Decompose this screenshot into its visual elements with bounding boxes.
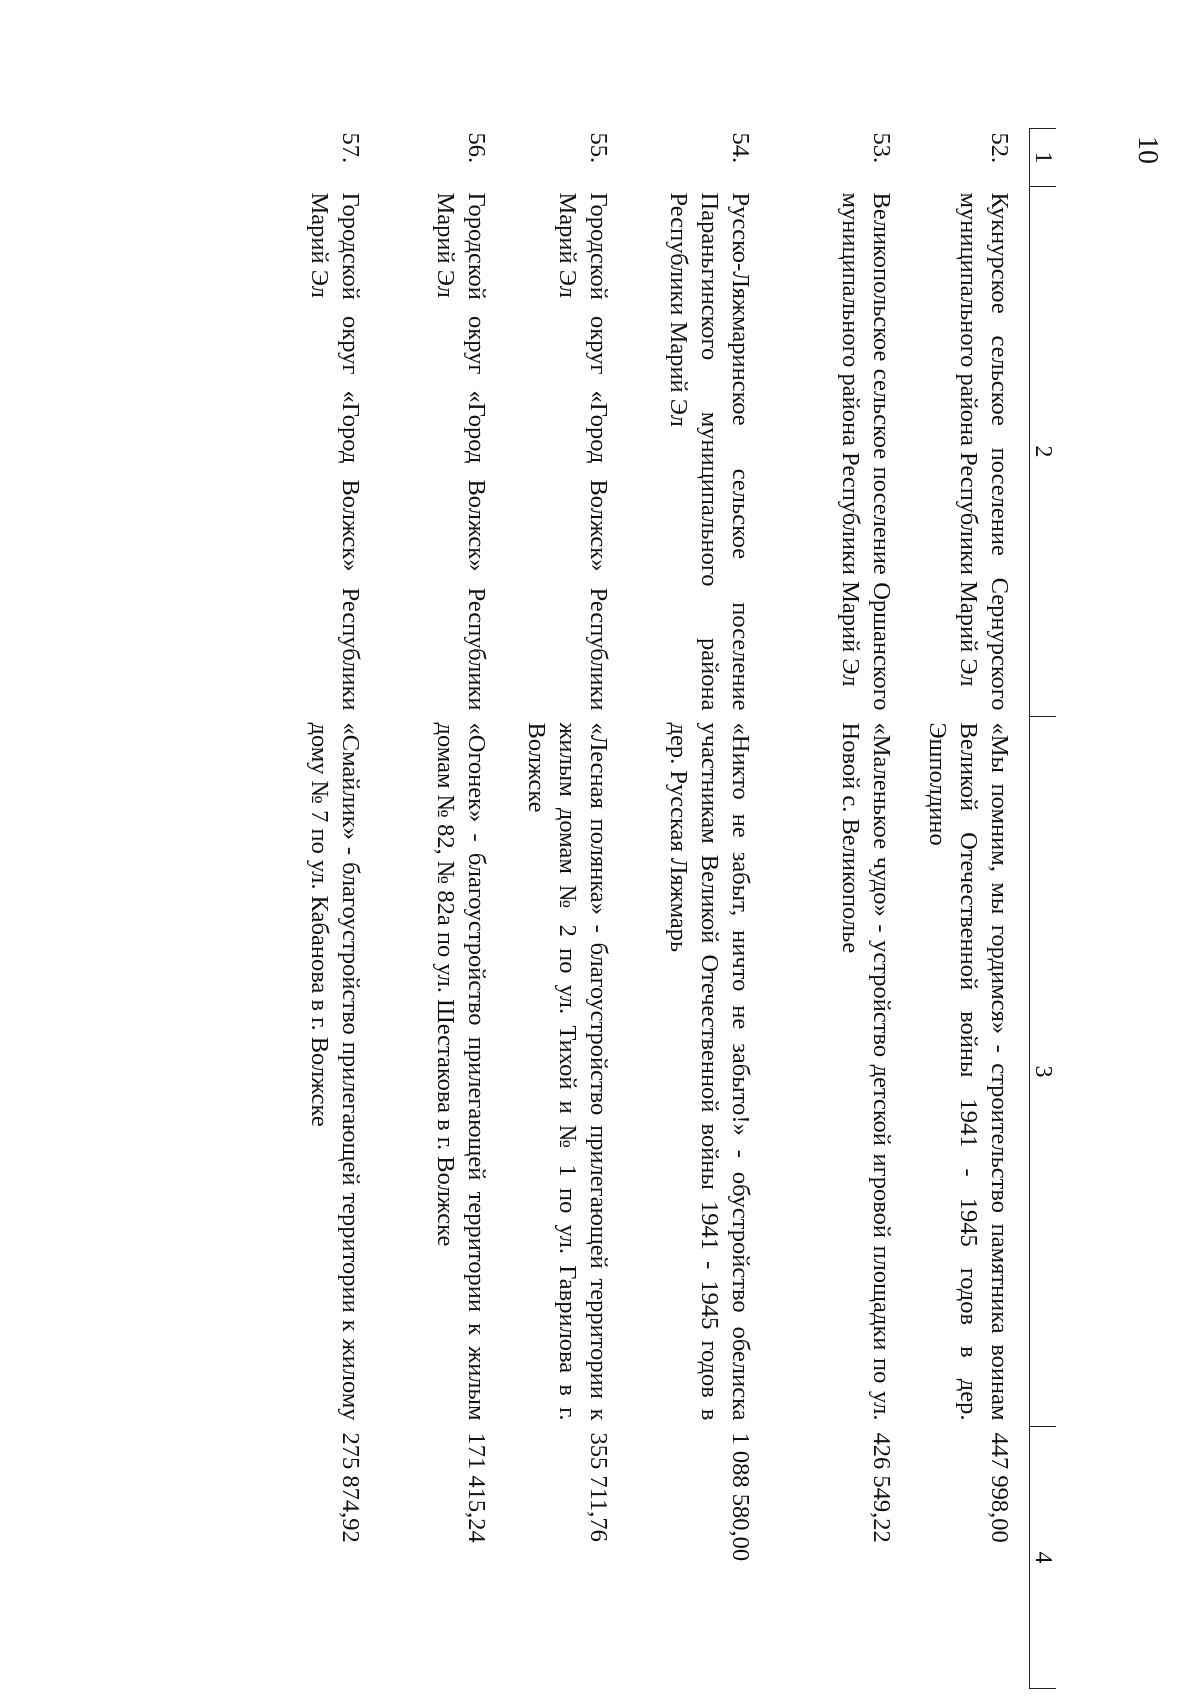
project-cell: «Никто не забыт, ничто не забыто!» - обустройство обелиска участникам Великой Отечественной войны 1941 - 1945 годов в дер. Русская Ляжмарь	[665, 722, 754, 1421]
header-col-4: 4	[1030, 1427, 1057, 1689]
table-header	[1030, 129, 1057, 1689]
amount-cell: 447 998,00	[986, 1432, 1013, 1543]
header-col-2: 2	[1030, 187, 1057, 717]
table-row	[770, 129, 911, 1689]
table-body	[246, 129, 1030, 1689]
row-number: 53.	[868, 132, 895, 164]
row-number: 56.	[463, 132, 490, 164]
grants-table	[246, 128, 1056, 1689]
header-col-3: 3	[1030, 717, 1057, 1427]
table-row	[246, 129, 380, 1689]
table-row	[911, 129, 1030, 1689]
municipality-cell: Городской округ «Город Волжск» Республики Марий Эл	[306, 192, 364, 711]
municipality-cell: Городской округ «Город Волжск» Республики Марий Эл	[432, 192, 490, 711]
row-number: 52.	[986, 132, 1013, 164]
project-cell: «Смайлик» - благоустройство прилегающей территории к жилому дому № 7 по ул. Кабанова в г. Волжске	[306, 722, 364, 1421]
table-row	[628, 129, 770, 1689]
municipality-cell: Русско-Ляжмаринское сельское поселение Параньгинского муниципального района Республики Марий Эл	[665, 192, 754, 711]
amount-cell: 171 415,24	[463, 1432, 490, 1543]
table-row	[506, 129, 628, 1689]
project-cell: «Огонек» - благоустройство прилегающей территории к жилым домам № 82, № 82а по ул. Шестакова в г. Волжске	[432, 722, 490, 1421]
document-table-wrapper	[246, 128, 1056, 1689]
header-col-1: 1	[1030, 129, 1057, 187]
row-number: 55.	[585, 132, 612, 164]
project-cell: «Маленькое чудо» - устройство детской игровой площадки по ул. Новой с. Великополье	[837, 722, 895, 1421]
page-number: 10	[1132, 136, 1163, 164]
amount-cell: 275 874,92	[337, 1432, 364, 1543]
header-row	[1030, 129, 1057, 1689]
municipality-cell: Кукнурское сельское поселение Сернурского муниципального района Республики Марий Эл	[955, 192, 1013, 711]
municipality-cell: Городской округ «Город Волжск» Республики Марий Эл	[554, 192, 612, 711]
amount-cell: 426 549,22	[868, 1432, 895, 1543]
row-number: 54.	[727, 132, 754, 164]
project-cell: «Лесная полянка» - благоустройство прилегающей территории к жилым домам № 2 по ул. Тихой и № 1 по ул. Гаврилова в г. Волжске	[523, 722, 612, 1421]
row-number: 57.	[337, 132, 364, 164]
amount-cell: 1 088 580,00	[727, 1432, 754, 1562]
municipality-cell: Великопольское сельское поселение Оршанского муниципального района Республики Марий Эл	[837, 192, 895, 711]
project-cell: «Мы помним, мы гордимся» - строительство памятника воинам Великой Отечественной войны 1941 - 1945 годов в дер. Эшполдино	[924, 722, 1013, 1421]
amount-cell: 355 711,76	[585, 1432, 612, 1542]
table-row	[380, 129, 506, 1689]
